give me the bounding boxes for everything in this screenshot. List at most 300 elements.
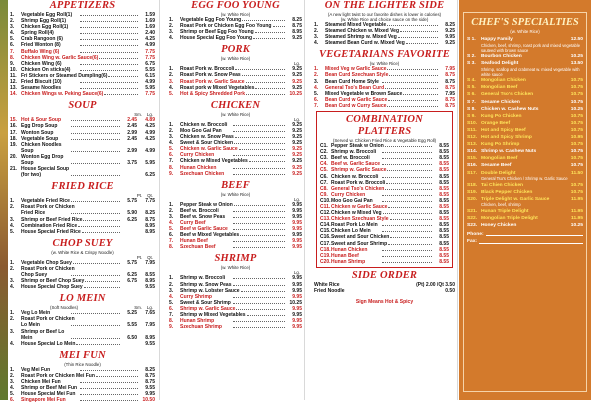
item-name: Spring Roll(4)	[21, 30, 54, 37]
item-name: Szechuan Shrimp	[180, 324, 222, 331]
item-number: 1.	[169, 66, 174, 73]
item-name: Wonton Soup	[21, 129, 54, 136]
specialty-name: Mongolian Beef	[481, 156, 518, 162]
item-price-large: 8.95	[145, 334, 155, 341]
item-name: House Special Egg Foo Young	[180, 35, 253, 42]
item-name: Shrimp w. Lobster Sauce	[180, 287, 240, 294]
shrimp-size-lg: Lg.	[293, 270, 300, 276]
specialty-row	[464, 223, 586, 229]
fried-rice-title: FRIED RICE	[51, 181, 114, 193]
item-price: 0.50	[445, 288, 455, 294]
item-number: 4.	[10, 340, 15, 347]
item-leader	[71, 338, 120, 339]
item-price: 8.75	[445, 78, 455, 85]
item-leader	[80, 52, 138, 53]
item-name: Shrimp w Mixed Vegetables	[180, 312, 246, 318]
item-name: Chicken Wing (6)	[21, 60, 62, 67]
specialty-item	[464, 61, 586, 77]
item-price: 7.75	[145, 48, 155, 55]
specialty-row	[464, 128, 586, 134]
specialty-row	[464, 156, 586, 162]
item-number: 13.	[10, 85, 17, 92]
item-number: 2.	[169, 127, 174, 134]
item-leader	[246, 82, 285, 83]
item-number: 7.	[169, 312, 174, 318]
specialty-item	[464, 78, 586, 84]
item-number: 1.	[10, 259, 15, 266]
specialty-name: Hot and Spicy Shrimp	[481, 135, 532, 141]
item-number: 4.	[169, 219, 174, 226]
specialty-price: 10.75	[570, 163, 583, 169]
item-leader	[246, 94, 285, 95]
item-price: 9.25	[292, 164, 302, 171]
item-name: House Special Mei Fun	[21, 391, 76, 398]
item-price-large: 4.89	[145, 117, 155, 124]
item-price-small: 6.25	[127, 272, 137, 278]
item-leader	[382, 262, 432, 263]
item-number: 3.	[10, 278, 15, 285]
item-number: 12.	[10, 79, 17, 86]
item-leader	[255, 88, 285, 89]
item-name: Steamed Shrimp w. Mixed Veg	[325, 34, 397, 41]
lighter-side-subtitle-2: (w. White Rice and choice sauce on the side)	[340, 17, 429, 22]
item-name: Shrimp or Beef Lo	[21, 328, 65, 335]
item-price-large: 8.25	[145, 210, 155, 217]
item-number: 3.	[169, 213, 174, 220]
item-price: 8.55	[439, 203, 449, 210]
specialty-number: S 1.	[467, 37, 476, 42]
chefs-specialties-panel	[459, 0, 591, 400]
specialty-row	[464, 100, 586, 106]
phone-label: Phone:	[467, 231, 484, 237]
item-number: 3.	[10, 216, 15, 223]
beef-subtitle: (w. White Rice)	[220, 191, 251, 197]
specialty-name: Kung Po Shrimp	[481, 142, 520, 148]
shrimp-title: SHRIMP	[214, 253, 257, 265]
item-leader	[236, 309, 285, 310]
specialty-number: S21.	[467, 208, 478, 214]
menu-column-2	[161, 0, 305, 400]
specialty-price: 10.75	[570, 182, 583, 188]
item-price: 8.55	[439, 149, 449, 156]
side-order-title: SIDE ORDER	[351, 269, 418, 281]
specialty-price: 10.75	[570, 113, 583, 119]
item-leader	[233, 125, 285, 126]
item-price: 8.25	[292, 17, 302, 23]
item-leader	[385, 88, 438, 89]
specialty-item	[464, 135, 586, 141]
item-number: 3.	[314, 78, 319, 85]
item-price: 9.25	[292, 121, 302, 128]
item-price: 8.95	[292, 29, 302, 36]
item-name: Mixed Veg w Garlic Sauce	[325, 66, 387, 73]
item-name: Beef w. Snow Peas	[180, 213, 226, 220]
item-leader	[80, 82, 138, 83]
item-number: 1.	[314, 66, 319, 73]
item-price: 9.95	[292, 312, 302, 318]
food-photo-strip	[0, 0, 8, 400]
item-name: Chicken Noodles	[21, 141, 62, 148]
item-name: Curry Chicken	[180, 152, 215, 159]
item-number: C15.	[320, 228, 331, 235]
lo-mein-title: LO MEIN	[59, 293, 106, 305]
item-number: 3.	[10, 328, 15, 335]
item-name: Chicken Lo Mein	[331, 228, 371, 235]
item-leader	[398, 37, 438, 38]
item-price: 8.55	[439, 191, 449, 198]
item-name: House Special Lo Mein	[21, 340, 76, 347]
item-name: Beef w. Garlic Sauce	[331, 161, 381, 168]
chop-suey-subtitle: (w. White Rice & Crispy Noodle)	[51, 249, 114, 255]
item-name: Vegetable Fried Rice	[21, 198, 70, 205]
item-leader	[76, 344, 120, 345]
item-name: Shrimp w. Snow Peas	[180, 281, 232, 288]
item-number: 3.	[169, 29, 174, 36]
specialty-item	[464, 183, 586, 189]
fried-rice-list	[10, 198, 155, 235]
menu-item	[320, 259, 449, 265]
item-price: 9.95	[292, 238, 302, 245]
fried-rice-size-pt: Pt.	[136, 193, 143, 199]
column-1-content	[10, 0, 155, 403]
chicken-size-lg: Lg.	[293, 116, 300, 122]
specialty-row	[464, 107, 586, 113]
beef-list	[169, 202, 302, 251]
specialty-item	[464, 121, 586, 127]
lo-mein-size-lg: Lg.	[146, 305, 153, 311]
specialty-price: 11.95	[571, 196, 583, 202]
item-number: 4.	[10, 284, 15, 291]
item-price: 8.55	[439, 252, 449, 259]
item-number: 2.	[314, 28, 319, 35]
specialty-row	[464, 163, 586, 169]
item-name: Roast Pork or Chicken	[21, 265, 75, 272]
item-leader	[387, 170, 432, 171]
specialty-item	[464, 197, 586, 208]
item-name: Shrimp or Beef Fried Rice	[21, 216, 83, 223]
specialty-row	[464, 142, 586, 148]
item-leader	[234, 143, 285, 144]
lighter-side-list	[314, 22, 455, 46]
item-number: C16.	[320, 234, 331, 241]
item-price: 8.75	[445, 84, 455, 91]
item-leader	[253, 38, 285, 39]
item-number: 18.	[10, 135, 17, 142]
item-leader	[233, 321, 285, 322]
specialty-number: S17.	[467, 170, 478, 176]
item-price-large: 7.65	[145, 310, 155, 317]
specialty-row	[464, 61, 586, 67]
appetizers-title: APPETIZERS	[49, 0, 116, 11]
item-name: Sweet & Sour Chicken	[180, 140, 234, 147]
item-number: 2.	[169, 281, 174, 288]
item-name: Bean Curd w Garlic Sauce	[325, 96, 388, 103]
item-leader	[233, 247, 285, 248]
item-number: 9.	[10, 60, 15, 67]
specialty-number: S 3.	[467, 61, 476, 67]
item-number: 1.	[314, 22, 319, 28]
item-price: 8.55	[439, 143, 449, 150]
item-price: 8.75	[445, 72, 455, 79]
item-name: Chicken w Garlic Sauce	[331, 203, 388, 210]
side-order-item	[314, 288, 455, 294]
item-price-large: 9.55	[145, 284, 155, 291]
item-number: 3.	[10, 379, 15, 386]
item-number: 20.	[10, 153, 17, 160]
item-leader	[233, 327, 285, 328]
specialty-name: Chicken w. Cashew Nuts	[481, 106, 539, 112]
item-price: 7.75	[145, 54, 155, 61]
item-name: Chop Suey	[21, 272, 48, 278]
item-name: Wonton Egg Drop	[21, 153, 64, 160]
item-leader	[233, 155, 285, 156]
item-price-small: 2.45	[127, 117, 137, 124]
item-leader	[80, 64, 138, 65]
specialties-list	[464, 37, 586, 229]
item-price: 8.55	[439, 216, 449, 223]
item-price-small: 2.45	[127, 123, 137, 130]
specialty-row	[464, 135, 586, 141]
item-leader	[71, 126, 120, 127]
fax-row	[464, 239, 586, 245]
item-name: Chicken Wing w. Garlic Sauce(6)	[21, 54, 99, 61]
item-name: Beef w. Broccoli	[180, 207, 219, 214]
item-number: 21.	[10, 166, 17, 173]
soup-list	[10, 117, 155, 178]
item-price: 9.25	[445, 40, 455, 47]
item-name: Bean Curd Szechuan Style	[325, 72, 389, 79]
specialty-item	[464, 37, 586, 53]
item-name: Szechuan Chicken	[180, 170, 225, 177]
item-name: Shrimp Egg Roll(1)	[21, 18, 66, 25]
item-number: 1.	[169, 275, 174, 282]
lighter-side-title: ON THE LIGHTER SIDE	[324, 0, 445, 11]
item-number: C2.	[320, 149, 328, 156]
item-leader	[233, 168, 285, 169]
item-price: 9.95	[292, 281, 302, 288]
egg-foo-young-list	[169, 17, 302, 41]
specialty-name: Hot and Spicy Beef	[481, 127, 526, 133]
item-price-small: 2.99	[127, 147, 137, 154]
specialty-row	[464, 190, 586, 196]
specialty-item	[464, 163, 586, 169]
item-leader	[273, 26, 286, 27]
item-number: 4.	[314, 84, 319, 91]
shrimp-subtitle: (w. White Rice)	[220, 265, 251, 271]
item-name: Soup	[21, 147, 34, 154]
chop-suey-size-pt: Pt.	[136, 254, 143, 260]
item-leader	[99, 58, 138, 59]
item-leader	[382, 164, 432, 165]
specialty-price: 13.50	[570, 61, 583, 67]
item-name: Roast Pork or Chicken	[21, 204, 75, 211]
item-number: 5.	[169, 299, 174, 306]
item-leader	[71, 163, 120, 164]
item-leader	[71, 325, 120, 326]
item-price: 9.95	[292, 219, 302, 226]
item-price: 8.55	[439, 240, 449, 247]
item-name: Steamed Chicken w. Mixed Veg	[325, 28, 400, 35]
specialty-price: 10.95	[570, 135, 583, 141]
item-price: 8.55	[439, 185, 449, 192]
item-number: 7.	[10, 48, 15, 55]
specialty-price: 10.75	[570, 99, 583, 105]
item-price-large: 6.25	[145, 172, 155, 179]
item-leader	[388, 207, 432, 208]
item-price: 5.95	[145, 85, 155, 92]
specialty-number: S14.	[467, 149, 478, 155]
item-name: Chicken Mei Fun	[21, 379, 61, 386]
item-name: Combination Fried Rice	[21, 222, 78, 229]
item-number: 2.	[10, 18, 15, 25]
item-name: Lo Mein	[21, 322, 40, 329]
item-name: Pepper Steak w Onion	[331, 143, 384, 150]
pork-title: PORK	[221, 44, 250, 56]
pork-subtitle: (w. White Rice)	[220, 56, 251, 62]
item-name: Beef w Garlic Sauce	[180, 226, 228, 233]
specialty-number: S10.	[467, 120, 478, 126]
item-price: 9.55	[145, 385, 155, 392]
item-leader	[233, 285, 285, 286]
item-number: 4.	[10, 222, 15, 229]
specialty-price: 11.95	[571, 215, 583, 221]
item-number: 4.	[10, 30, 15, 37]
item-number: 8.	[10, 54, 15, 61]
specialty-item	[464, 190, 586, 196]
item-name: Vegetable Egg Foo Young	[180, 17, 242, 23]
specialty-item	[464, 149, 586, 155]
item-leader	[71, 175, 120, 176]
item-price: 9.95	[292, 201, 302, 208]
item-leader	[241, 291, 285, 292]
item-leader	[233, 297, 285, 298]
item-leader	[80, 33, 138, 34]
item-price: 8.55	[439, 258, 449, 265]
specialty-row	[464, 85, 586, 91]
item-number: 1.	[169, 121, 174, 128]
specialty-item	[464, 54, 586, 60]
item-price-small: 2.45	[127, 135, 137, 142]
item-leader	[382, 152, 432, 153]
item-name: Sweet & Sour Shrimp	[180, 299, 231, 306]
item-leader	[84, 287, 120, 288]
mei-fun-list	[10, 367, 155, 403]
item-price: 8.55	[439, 246, 449, 253]
item-name: Fried Noodle	[314, 288, 345, 294]
item-number: 19.	[10, 141, 17, 148]
specialty-description: Chicken, beef, shrimp	[481, 202, 521, 208]
item-leader	[80, 382, 138, 383]
menu-column-1	[0, 0, 160, 403]
item-price-large: 5.95	[145, 159, 155, 166]
lo-mein-list	[10, 310, 155, 347]
item-price: 2.40	[145, 30, 155, 37]
item-number: 5.	[169, 226, 174, 233]
item-number: 16.	[10, 123, 17, 130]
specialty-description: Chicken, beef, shrimp, roast pork and mixed vegetable sauteed with brown sauce	[481, 42, 580, 53]
item-name: Shrimp or Beef Chop Suey	[21, 278, 85, 285]
chicken-list	[169, 122, 302, 177]
item-leader	[382, 225, 432, 226]
item-leader	[247, 315, 285, 316]
item-leader	[382, 231, 432, 232]
item-price: 9.25	[292, 152, 302, 159]
item-name: Hunan Shrimp	[180, 318, 215, 325]
item-price: 8.55	[439, 234, 449, 241]
item-leader	[249, 161, 285, 162]
specialty-number: S16.	[467, 163, 478, 169]
item-price-large: 4.99	[145, 147, 155, 154]
item-name: Shrimp or Beef Mei Fun	[21, 385, 78, 392]
item-leader	[382, 201, 432, 202]
item-number: 11.	[10, 72, 17, 79]
item-price-small: 5.55	[127, 322, 137, 329]
item-leader	[382, 256, 432, 257]
item-price: (Pt) 2.00 /Qt 3.50	[416, 281, 455, 288]
item-price: 9.25	[292, 140, 302, 147]
specialty-row	[464, 92, 586, 98]
item-leader	[390, 219, 432, 220]
specialty-number: S13.	[467, 142, 478, 148]
item-leader	[383, 213, 432, 214]
specialty-price: 10.25	[570, 106, 583, 112]
item-price-small: 5.75	[127, 198, 137, 205]
specialty-item	[464, 92, 586, 98]
specialty-name: Triple Delight w. Garlic Sauce	[481, 196, 550, 202]
item-price: 1.59	[145, 12, 155, 18]
item-name: Shrimp or Beef Egg Foo Young	[180, 29, 254, 36]
item-price: 8.55	[439, 210, 449, 217]
item-price-large: 8.75	[145, 216, 155, 223]
item-name: Chicken Egg Roll(1)	[21, 24, 69, 31]
specialty-row	[464, 54, 586, 60]
item-leader	[78, 226, 120, 227]
specialty-name: Shrimp w. Cashew Nuts	[481, 149, 537, 155]
appetizers-list	[10, 12, 155, 97]
item-number: 5.	[10, 228, 15, 235]
item-number: 2.	[169, 23, 174, 30]
item-name: General Tso's Bean Curd	[325, 84, 385, 91]
item-name: Vegetable Soup	[21, 135, 59, 142]
item-leader	[71, 139, 120, 140]
item-price: 9.95	[292, 318, 302, 325]
menu-column-3	[306, 0, 458, 400]
specialty-row	[464, 183, 586, 189]
chop-suey-size-qt: Qt.	[147, 254, 153, 260]
mei-fun-title: MEI FUN	[59, 349, 106, 361]
hot-spicy-note: Sign Means Hot & Spicy	[355, 299, 414, 306]
specialty-name: Happy Family	[481, 37, 513, 42]
item-number: 6.	[169, 152, 174, 159]
specialty-price: 10.75	[570, 189, 583, 195]
item-number: 1.	[10, 12, 15, 18]
item-price-large: 8.55	[145, 272, 155, 278]
item-leader	[386, 183, 432, 184]
item-price-large: 7.95	[145, 259, 155, 266]
item-price: 8.75	[292, 23, 302, 30]
item-name: Hunan Beef	[331, 252, 359, 259]
item-price-large: 8.95	[145, 222, 155, 229]
item-name: Roast Pork w. Snow Peas	[180, 72, 241, 79]
item-name: Beef w Mixed Vegetables	[180, 232, 240, 239]
specialty-name: Seafood Delight	[481, 61, 519, 67]
specialty-name: Double Delight	[481, 170, 516, 176]
item-leader	[80, 88, 138, 89]
item-price: 8.75	[145, 379, 155, 386]
item-leader	[390, 237, 432, 238]
item-leader	[389, 75, 438, 76]
item-leader	[382, 250, 432, 251]
